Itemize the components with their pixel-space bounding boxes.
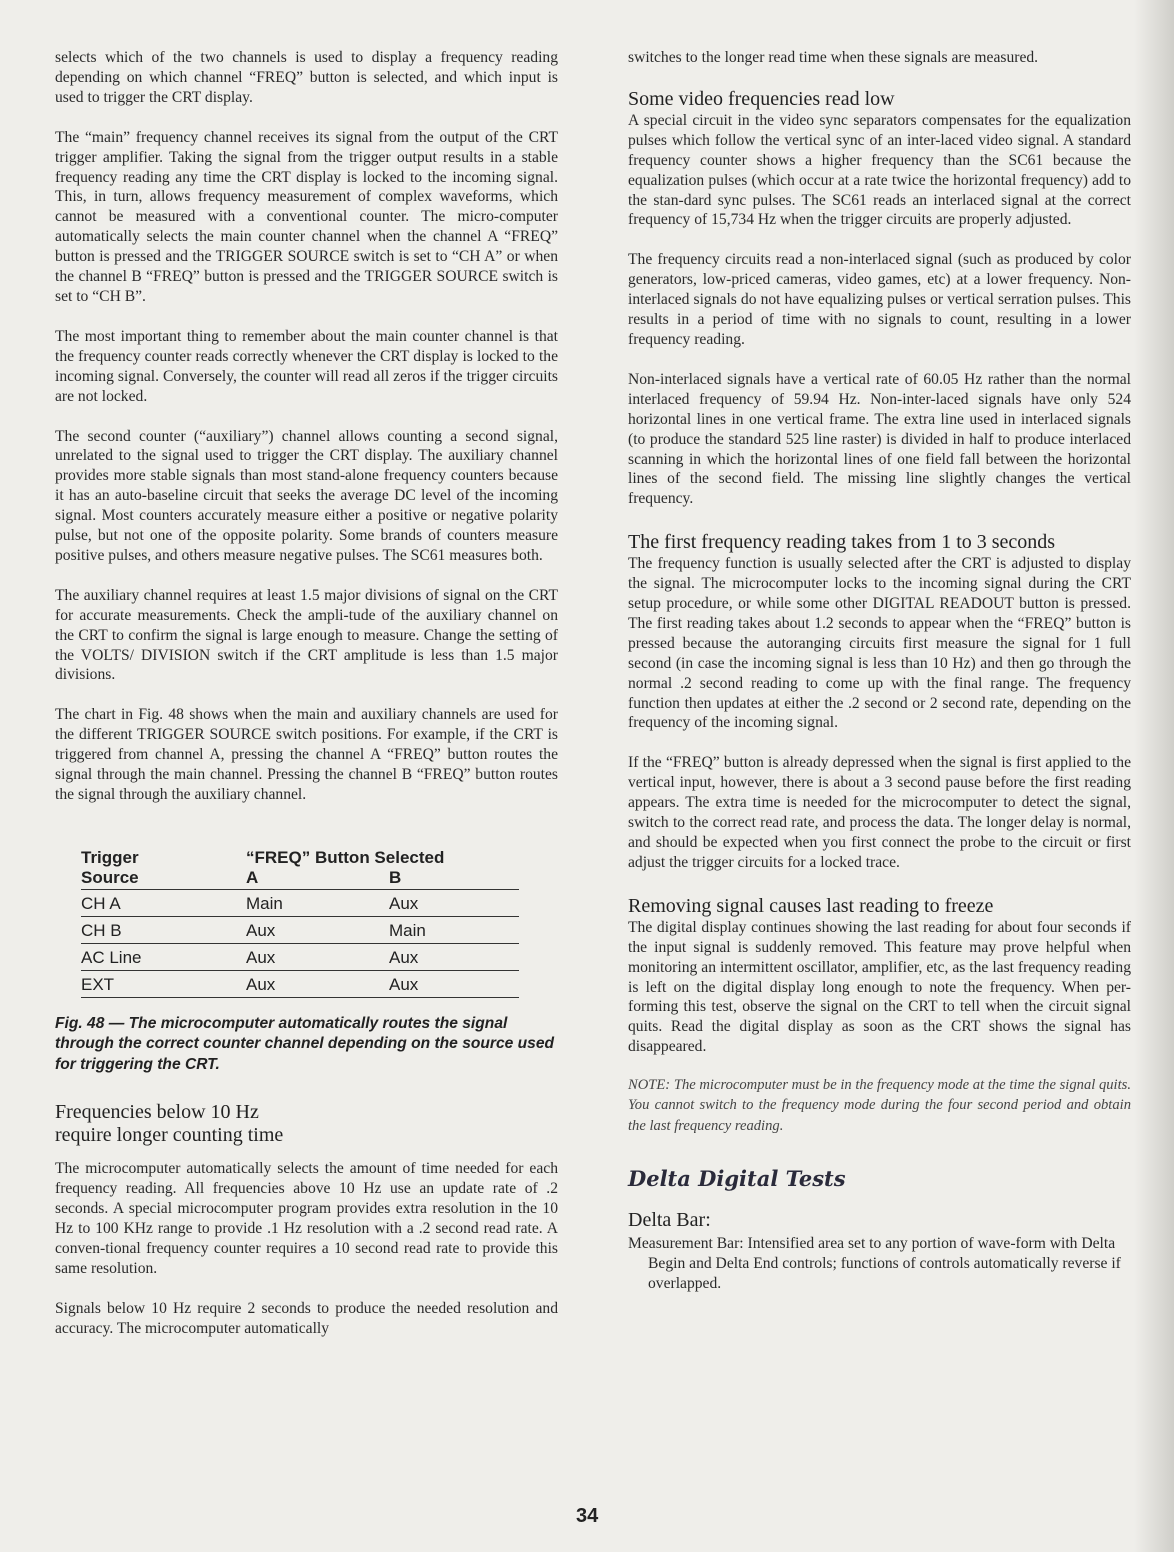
table-cell-b: Main [389, 916, 519, 943]
table-header-freq-button: “FREQ” Button Selected [246, 847, 445, 867]
right-paragraph-6: If the “FREQ” button is already depressed when the signal is first applied to the vertical input, however, there is about a 3 second pause before the first reading appears. The extra time is needed for the microcomputer to detect the signal, switch to the correct read rate, and process the data. The longer delay is normal, and should be expected when you first connect the probe to the circuit or first adjust the trigger circuits for a locked trace. [628, 754, 1131, 871]
table-cell-source: AC Line [81, 943, 246, 970]
left-paragraph-1: selects which of the two channels is used to display a frequency reading depending on which channel “FREQ” button is selected, and which input is used to trigger the CRT display. [55, 49, 558, 106]
left-paragraph-8: Signals below 10 Hz require 2 seconds to produce the needed resolution and accuracy. The microcomputer automatically [55, 1299, 558, 1337]
page-number: 34 [576, 1505, 599, 1527]
right-paragraph-7: The digital display continues showing the last reading for about four seconds if the input signal is suddenly removed. This feature may prove helpful when monitoring an intermittent oscillator, amplifier, etc, as the last frequency reading is left on the digital display long enough to note the frequency. When per-forming this test, observe the signal on the CRT to tell when the circuit signal quits. Read the digital display as soon as the CRT shows the signal has disappeared. [628, 918, 1131, 1056]
table-row [81, 943, 519, 970]
table-row [81, 970, 519, 997]
left-column [55, 48, 558, 1339]
heading-removing-signal: Removing signal causes last reading to freeze [628, 894, 994, 917]
heading-delta-bar: Delta Bar: [628, 1209, 711, 1232]
section-title-delta-digital: Delta Digital Tests [628, 1166, 846, 1192]
table-row [81, 916, 519, 943]
table-header-source: Source [81, 868, 246, 890]
left-paragraph-4: The second counter (“auxiliary”) channel allows counting a second signal, unrelated to the signal used to trigger the CRT display. The auxiliary channel provides more stable signals than most stand-alone frequency counters because it has an auto-baseline circuit that seeks the average DC level of the incoming signal. Most counters accurately measure either a positive or negative polarity pulse, but not one of the opposite polarity. Some brands of counters measure positive pulses, and others measure negative pulses. The SC61 measures both. [55, 427, 558, 564]
table-header-trigger: Trigger [81, 847, 139, 867]
left-paragraph-3: The most important thing to remember about the main counter channel is that the frequency counter reads correctly whenever the CRT display is locked to the incoming signal. Conversely, the counter will read all zeros if the trigger circuits are not locked. [55, 327, 558, 405]
table-cell-a: Aux [246, 916, 389, 943]
table-cell-source: CH A [81, 889, 246, 916]
table-cell-a: Main [246, 889, 389, 916]
right-column [628, 48, 1131, 1294]
table-cell-b: Aux [389, 943, 519, 970]
table-cell-a: Aux [246, 970, 389, 997]
heading-video-frequencies: Some video frequencies read low [628, 87, 895, 110]
table-row [81, 889, 519, 916]
heading-first-reading: The first frequency reading takes from 1 to 3 seconds [628, 531, 1056, 554]
right-paragraph-4: Non-interlaced signals have a vertical rate of 60.05 Hz rather than the normal interlaced frequency of 59.94 Hz. Non-inter-laced signals have only 524 horizontal lines in one vertical frame. The extra line used in interlaced signals (to produce the standard 525 line raster) is divided in half to produce interlaced scanning in which the horizontal lines of one field fall between the horizontal lines of the second field. The missing line slightly changes the vertical frequency. [628, 370, 1131, 508]
right-paragraph-3: The frequency circuits read a non-interlaced signal (such as produced by color generators, low-priced cameras, video games, etc) at a lower frequency. Non-interlaced signals do not have equalizing pulses or vertical serration pulses. This results in a period of time with no signals to count, resulting in a lower frequency reading. [628, 251, 1131, 348]
table-cell-source: CH B [81, 916, 246, 943]
figure-caption: Fig. 48 — The microcomputer automatically routes the signal through the correct counter channel depending on the source used for triggering the CRT. [55, 1014, 555, 1073]
heading-line-2: require longer counting time [55, 1124, 284, 1147]
table-cell-b: Aux [389, 970, 519, 997]
table-header-a: A [246, 868, 389, 890]
note-text: NOTE: The microcomputer must be in the frequency mode at the time the signal quits. You cannot switch to the frequency mode during the four second period and obtain the last frequency reading. [628, 1077, 1131, 1134]
left-paragraph-7: The microcomputer automatically selects the amount of time needed for each frequency reading. All frequencies above 10 Hz use an update rate of .2 seconds. A special microcomputer program provides extra resolution in the 10 Hz to 100 KHz range to provide .1 Hz resolution with a .2 second read rate. A conven-tional frequency counter requires a 10 second read rate to provide this same resolution. [55, 1160, 558, 1277]
right-paragraph-5: The frequency function is usually selected after the CRT is adjusted to display the signal. The microcomputer locks to the incoming signal during the CRT setup procedure, or while some other DIGITAL READOUT button is pressed. The first reading takes about 1.2 seconds to appear when the “FREQ” button is pressed because the autoranging circuits first measure the signal for 1 full second (in case the incoming signal is less than 10 Hz) and then go through the normal .2 second reading to come up with the final range. The frequency function then updates at either the .2 second or 2 second rate, depending on the frequency of the incoming signal. [628, 555, 1131, 732]
page-edge-shadow [1134, 0, 1174, 1552]
right-paragraph-1: switches to the longer read time when these signals are measured. [628, 49, 1039, 66]
left-paragraph-5: The auxiliary channel requires at least 1.5 major divisions of signal on the CRT for accurate measurements. Check the ampli-tude of the auxiliary channel on the CRT to confirm the signal is large enough to measure. Change the setting of the VOLTS/ DIVISION switch if the CRT amplitude is less than 1.5 major divisions. [55, 586, 558, 684]
right-paragraph-2: A special circuit in the video sync separators compensates for the equalization pulses which follow the vertical sync of an inter-laced video signal. A standard frequency counter shows a higher frequency than the SC61 because the equalization pulses (which occur at a rate twice the horizontal frequency) add to the stan-dard sync pulses. The SC61 reads an interlaced signal at the correct frequency of 15,734 Hz when the trigger circuits are properly adjusted. [628, 111, 1131, 229]
table-header-b: B [389, 868, 519, 890]
table-cell-a: Aux [246, 943, 389, 970]
routing-table [81, 848, 519, 998]
left-paragraph-6: The chart in Fig. 48 shows when the main and auxiliary channels are used for the different TRIGGER SOURCE switch positions. For example, if the CRT is triggered from channel A, pressing the channel A “FREQ” button routes the signal through the main channel. Pressing the channel B “FREQ” button routes the signal through the auxiliary channel. [55, 706, 558, 803]
left-paragraph-2: The “main” frequency channel receives its signal from the output of the CRT trigger amplifier. Taking the signal from the trigger output results in a stable frequency reading any time the CRT display is locked to the incoming signal. This, in turn, allows frequency measurement of complex waveforms, which cannot be measured with a conventional counter. The micro-computer automatically selects the main counter channel when the channel A “FREQ” button is pressed and the TRIGGER SOURCE switch is set to “CH A” or when the channel B “FREQ” button is pressed and the TRIGGER SOURCE switch is set to “CH B”. [55, 128, 558, 305]
table-cell-b: Aux [389, 889, 519, 916]
right-paragraph-8: Measurement Bar: Intensified area set to any portion of wave-form with Delta Begin and Delta End controls; functions of controls automatically reverse if overlapped. [628, 1235, 1121, 1292]
heading-frequencies-below [55, 1101, 558, 1147]
table-cell-source: EXT [81, 970, 246, 997]
heading-line-1: Frequencies below 10 Hz [55, 1101, 259, 1124]
